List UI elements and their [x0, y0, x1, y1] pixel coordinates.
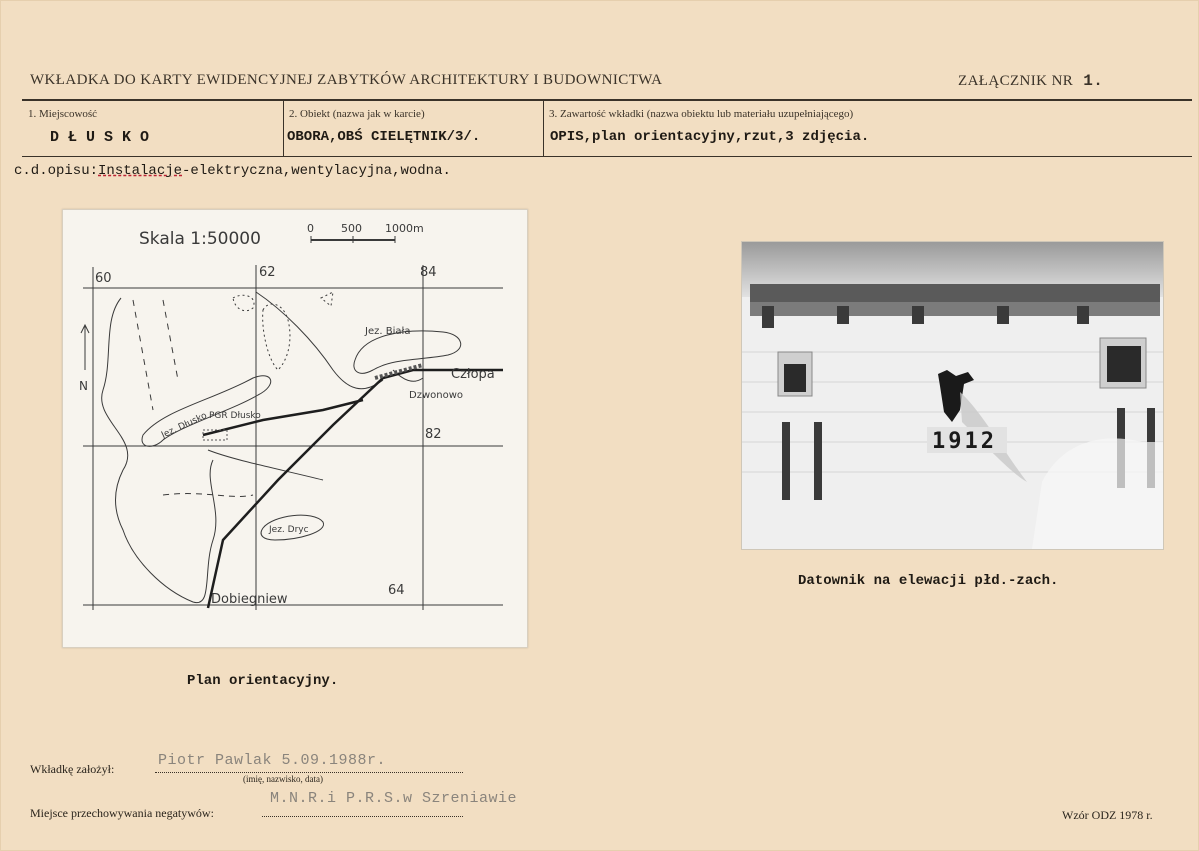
main-road	[208, 370, 503, 608]
continuation-prefix: c.d.opisu:	[14, 163, 99, 179]
wall-slit	[814, 422, 822, 500]
forest-patch	[233, 295, 254, 311]
map-drawing	[63, 210, 527, 647]
orientation-map	[62, 209, 528, 648]
continuation-rest: -elektryczna,wentylacyjna,wodna.	[182, 163, 451, 179]
grid-label: 64	[388, 583, 405, 598]
scale-label: 500	[341, 222, 362, 235]
north-label: N	[79, 379, 88, 393]
place-label: Dobiegniew	[211, 592, 288, 607]
annex-label: ZAŁĄCZNIK NR	[958, 73, 1074, 89]
insert-note: (imię, nazwisko, data)	[243, 774, 323, 784]
storage-value: M.N.R.i P.R.S.w Szreniawie	[270, 790, 518, 807]
place-label: Człopa	[451, 367, 495, 382]
beam-end	[997, 306, 1009, 324]
locality-label: 1. Miejscowość	[28, 108, 98, 120]
map-caption: Plan orientacyjny.	[187, 673, 339, 689]
building-photo	[741, 241, 1164, 550]
window-opening	[1107, 346, 1141, 382]
grid-label: 84	[420, 265, 437, 280]
forest-patch	[321, 292, 333, 306]
field-divider	[283, 100, 284, 157]
roof-eave	[750, 284, 1160, 304]
wall-slit	[782, 422, 790, 500]
date-numerals: 1912	[932, 429, 997, 454]
stream	[256, 292, 383, 389]
insert-label: Wkładkę założył:	[30, 762, 115, 776]
scale-label: 1000m	[385, 222, 424, 235]
insert-value: Piotr Pawlak 5.09.1988r.	[158, 752, 387, 769]
map-scale-text: Skala 1:50000	[139, 229, 261, 249]
beam-end	[1077, 306, 1089, 324]
storage-label: Miejsce przechowywania negatywów:	[30, 806, 214, 820]
photo-caption: Datownik na elewacji płd.-zach.	[798, 573, 1059, 589]
north-arrow	[81, 325, 89, 370]
content-value: OPIS,plan orientacyjny,rzut,3 zdjęcia.	[550, 129, 870, 145]
header-rule	[22, 99, 1192, 101]
object-value: OBORA,OBŚ CIELĘTNIK/3/.	[287, 129, 481, 145]
annex-number	[958, 72, 1103, 90]
beam-end	[762, 306, 774, 328]
locality-value: DŁUSKO	[50, 129, 159, 146]
place-label: Dzwonowo	[409, 390, 463, 401]
window-opening	[784, 364, 806, 392]
description-continuation	[14, 163, 451, 179]
place-label: Jez. Dryc	[269, 525, 309, 535]
place-label: Jez. Dłusko	[160, 410, 209, 441]
beam-end	[912, 306, 924, 324]
form-title: WKŁADKA DO KARTY EWIDENCYJNEJ ZABYTKÓW ARCHITEKTURY I BUDOWNICTWA	[30, 72, 663, 88]
photo-drawing	[742, 242, 1163, 549]
boundary-line	[133, 300, 153, 410]
continuation-underlined: Instalacje	[98, 163, 183, 179]
fields-rule	[22, 156, 1192, 157]
content-label: 3. Zawartość wkładki (nazwa obiektu lub materiału uzupełniającego)	[549, 108, 854, 120]
boundary-line	[163, 300, 178, 380]
object-label: 2. Obiekt (nazwa jak w karcie)	[289, 108, 425, 120]
template-note: Wzór ODZ 1978 r.	[1062, 808, 1153, 822]
beam-end	[837, 306, 849, 324]
grid-label: 82	[425, 427, 442, 442]
annex-value: 1.	[1083, 72, 1104, 90]
lake-biala	[354, 331, 461, 373]
place-label: Jez. Biała	[365, 326, 411, 337]
forest-outline	[102, 298, 216, 603]
field-divider	[543, 100, 544, 157]
scale-label: 0	[307, 222, 314, 235]
village-czlopa	[375, 365, 423, 378]
forest-patch	[263, 304, 290, 370]
place-label: PGR Dłusko	[209, 411, 261, 421]
grid-label: 62	[259, 265, 276, 280]
side-road	[208, 450, 323, 480]
path-dashed	[163, 494, 253, 497]
roof-beams	[750, 302, 1160, 316]
grid-label: 60	[95, 271, 112, 286]
